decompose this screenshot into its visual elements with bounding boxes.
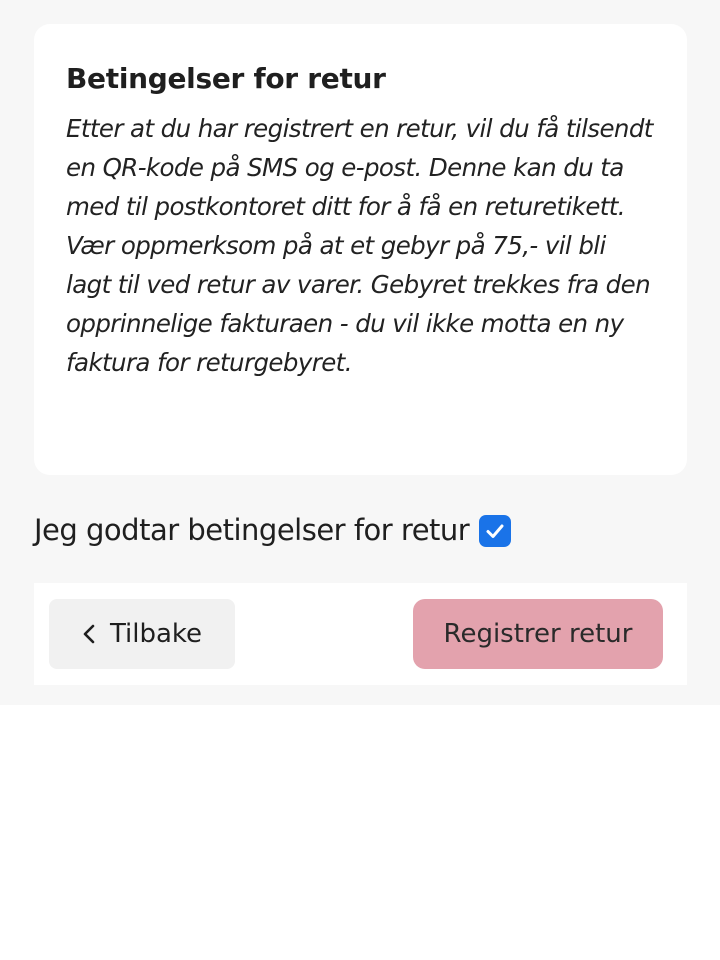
accept-terms-checkbox[interactable]	[479, 515, 511, 547]
back-button[interactable]	[49, 599, 235, 669]
accept-terms-row[interactable]	[34, 508, 511, 552]
chevron-left-icon	[82, 623, 96, 645]
terms-paragraph-qr: Etter at du har registrert en retur, vil du få tilsendt en QR-kode på SMS og e-post. Denne kan du ta med til postkontoret ditt for å få en returetikett.	[66, 114, 653, 221]
accept-terms-label[interactable]: Jeg godtar betingelser for retur	[34, 513, 470, 547]
terms-card	[34, 24, 687, 475]
terms-paragraph-fee: Vær oppmerksom på at et gebyr på 75,- vil bli lagt til ved retur av varer. Gebyret trekkes fra den opprinnelige fakturaen - du vil ikke motta en ny faktura for returgebyret.	[66, 231, 651, 377]
terms-title: Betingelser for retur	[66, 62, 386, 95]
register-return-button[interactable]	[413, 599, 663, 669]
back-button-label: Tilbake	[109, 619, 203, 649]
register-return-label: Registrer retur	[443, 619, 633, 649]
checkmark-icon	[484, 520, 506, 542]
action-bar	[34, 583, 687, 685]
